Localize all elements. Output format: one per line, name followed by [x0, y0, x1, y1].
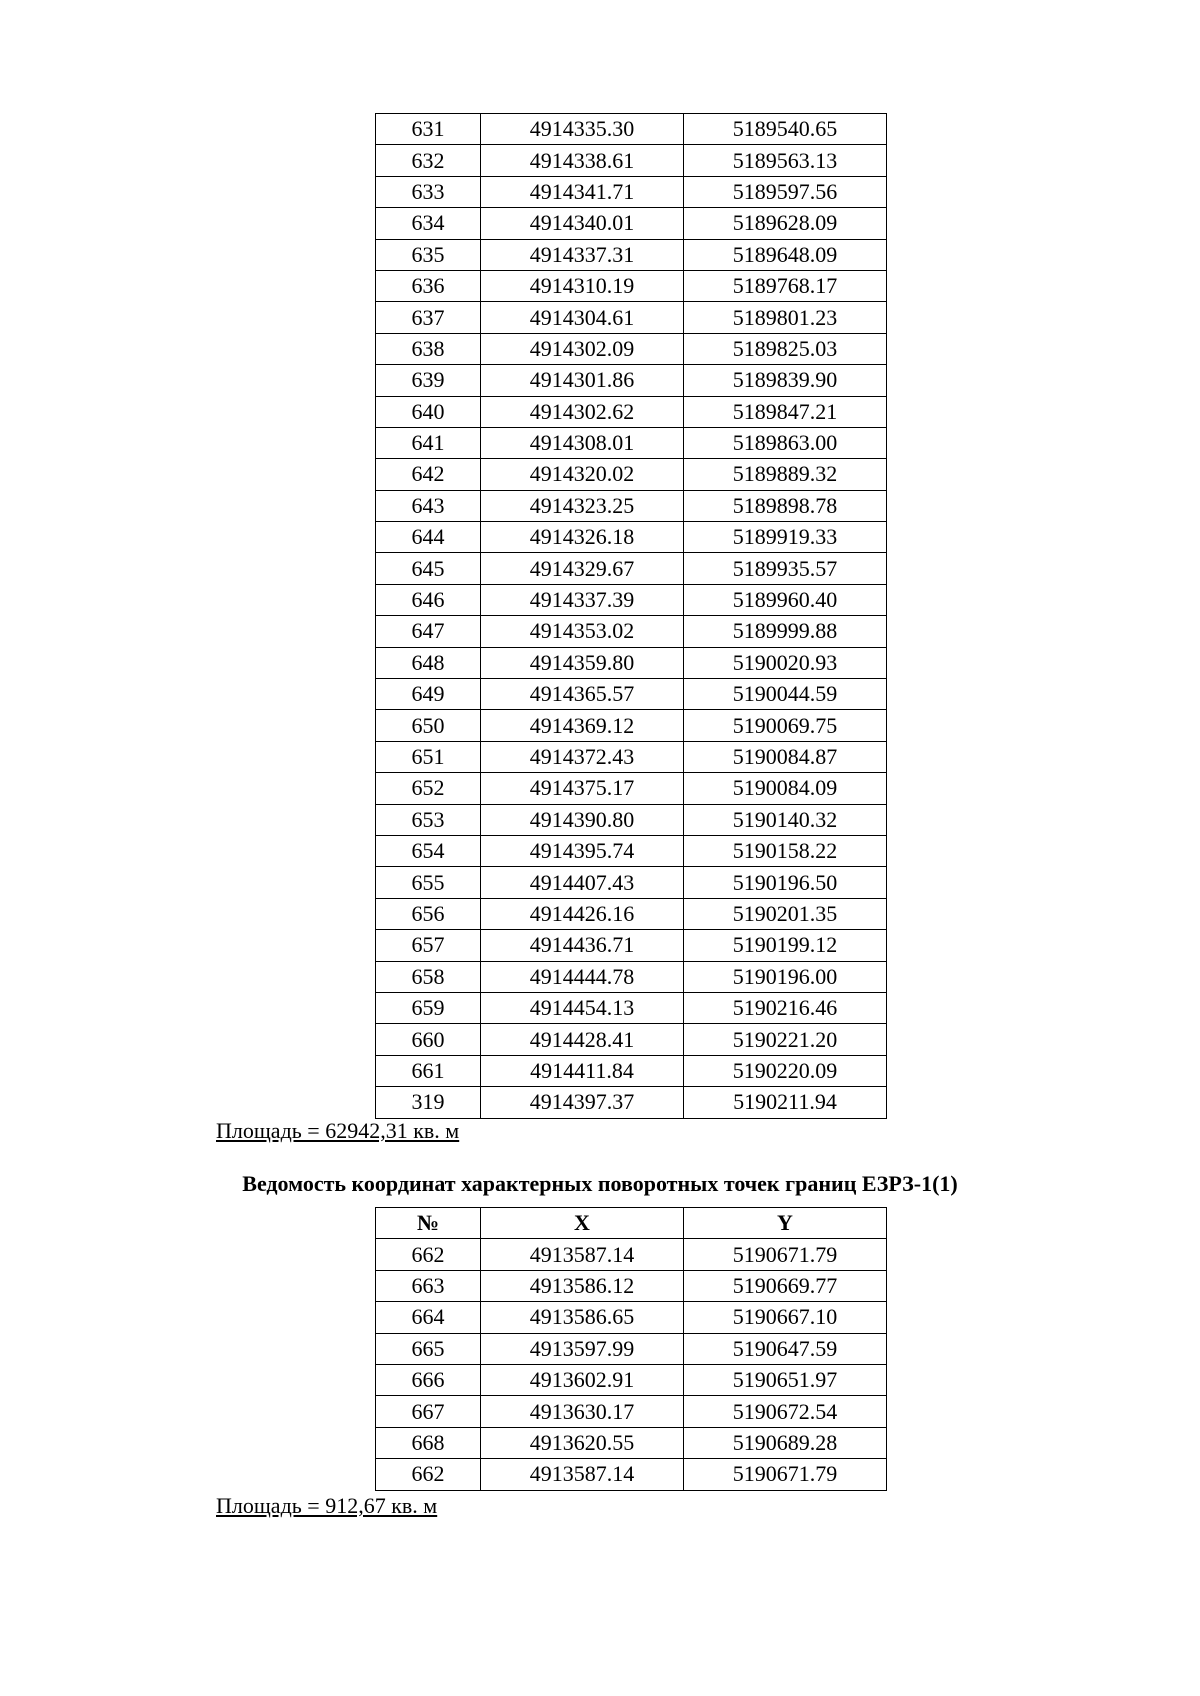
coord-x: 4914359.80: [481, 647, 684, 678]
table-row: [376, 679, 887, 710]
point-number: 640: [376, 396, 481, 427]
point-number: 634: [376, 208, 481, 239]
point-number: 631: [376, 114, 481, 145]
table-row: [376, 992, 887, 1023]
coordinates-table-2: [375, 1207, 887, 1491]
coord-x: 4914320.02: [481, 459, 684, 490]
table-row: [376, 490, 887, 521]
point-number: 641: [376, 427, 481, 458]
coord-y: 5189863.00: [684, 427, 887, 458]
point-number: 643: [376, 490, 481, 521]
coord-x: 4914335.30: [481, 114, 684, 145]
point-number: 636: [376, 270, 481, 301]
coord-y: 5190084.87: [684, 741, 887, 772]
point-number: 657: [376, 930, 481, 961]
point-number: 319: [376, 1087, 481, 1118]
table-row: [376, 584, 887, 615]
table-row: [376, 1396, 887, 1427]
point-number: 647: [376, 616, 481, 647]
point-number: 668: [376, 1427, 481, 1458]
coordinates-table-1: [375, 113, 887, 1119]
table-row: [376, 1239, 887, 1270]
coord-y: 5189597.56: [684, 176, 887, 207]
table-row: [376, 302, 887, 333]
coord-y: 5190671.79: [684, 1239, 887, 1270]
coord-x: 4913597.99: [481, 1333, 684, 1364]
coord-y: 5190020.93: [684, 647, 887, 678]
table-row: [376, 427, 887, 458]
coord-y: 5189847.21: [684, 396, 887, 427]
table-row: [376, 333, 887, 364]
coord-x: 4914372.43: [481, 741, 684, 772]
coord-y: 5189919.33: [684, 522, 887, 553]
point-number: 633: [376, 176, 481, 207]
coord-x: 4914302.09: [481, 333, 684, 364]
table-row: [376, 1270, 887, 1301]
coord-y: 5190201.35: [684, 898, 887, 929]
coord-x: 4913587.14: [481, 1459, 684, 1490]
table-row: [376, 145, 887, 176]
coord-y: 5189889.32: [684, 459, 887, 490]
coord-x: 4914340.01: [481, 208, 684, 239]
table-row: [376, 1459, 887, 1490]
coord-y: 5190671.79: [684, 1459, 887, 1490]
point-number: 656: [376, 898, 481, 929]
point-number: 662: [376, 1239, 481, 1270]
table-row: [376, 1333, 887, 1364]
coord-y: 5190667.10: [684, 1302, 887, 1333]
coord-x: 4914310.19: [481, 270, 684, 301]
coord-y: 5189540.65: [684, 114, 887, 145]
coord-y: 5189825.03: [684, 333, 887, 364]
coord-y: 5190689.28: [684, 1427, 887, 1458]
section-heading: Ведомость координат характерных поворотных точек границ ЕЗРЗ-1(1): [242, 1171, 958, 1196]
table-row: [376, 459, 887, 490]
coord-x: 4914338.61: [481, 145, 684, 176]
point-number: 637: [376, 302, 481, 333]
point-number: 642: [376, 459, 481, 490]
coord-y: 5189628.09: [684, 208, 887, 239]
coord-x: 4914337.31: [481, 239, 684, 270]
point-number: 645: [376, 553, 481, 584]
coord-x: 4914454.13: [481, 992, 684, 1023]
coord-x: 4914428.41: [481, 1024, 684, 1055]
coord-x: 4914369.12: [481, 710, 684, 741]
point-number: 661: [376, 1055, 481, 1086]
table-row: [376, 208, 887, 239]
coord-x: 4913620.55: [481, 1427, 684, 1458]
point-number: 665: [376, 1333, 481, 1364]
coord-y: 5189801.23: [684, 302, 887, 333]
coord-y: 5189960.40: [684, 584, 887, 615]
point-number: 646: [376, 584, 481, 615]
point-number: 648: [376, 647, 481, 678]
table-row: [376, 553, 887, 584]
coord-x: 4914353.02: [481, 616, 684, 647]
coord-x: 4913586.12: [481, 1270, 684, 1301]
coord-y: 5190084.09: [684, 773, 887, 804]
coordinates-table-1-body: [376, 114, 887, 1119]
coord-x: 4914390.80: [481, 804, 684, 835]
coord-y: 5189935.57: [684, 553, 887, 584]
area-total-1: Площадь = 62942,31 кв. м: [216, 1118, 460, 1143]
coord-y: 5190196.50: [684, 867, 887, 898]
coord-x: 4914341.71: [481, 176, 684, 207]
table-row: [376, 804, 887, 835]
point-number: 664: [376, 1302, 481, 1333]
coord-y: 5190196.00: [684, 961, 887, 992]
point-number: 651: [376, 741, 481, 772]
coord-y: 5190651.97: [684, 1364, 887, 1395]
coord-y: 5190211.94: [684, 1087, 887, 1118]
coord-y: 5190069.75: [684, 710, 887, 741]
table-row: [376, 239, 887, 270]
coordinates-table-2-body: [376, 1239, 887, 1490]
point-number: 639: [376, 365, 481, 396]
coord-x: 4914397.37: [481, 1087, 684, 1118]
point-number: 649: [376, 679, 481, 710]
coord-y: 5189999.88: [684, 616, 887, 647]
table-row: [376, 1024, 887, 1055]
point-number: 654: [376, 835, 481, 866]
coord-x: 4914308.01: [481, 427, 684, 458]
point-number: 666: [376, 1364, 481, 1395]
coord-y: 5190158.22: [684, 835, 887, 866]
coord-x: 4914407.43: [481, 867, 684, 898]
area-total-2: Площадь = 912,67 кв. м: [216, 1493, 438, 1518]
point-number: 658: [376, 961, 481, 992]
coord-y: 5189768.17: [684, 270, 887, 301]
coord-y: 5190647.59: [684, 1333, 887, 1364]
coord-y: 5189898.78: [684, 490, 887, 521]
point-number: 659: [376, 992, 481, 1023]
header-y: Y: [684, 1208, 887, 1239]
table-row: [376, 365, 887, 396]
coord-y: 5190044.59: [684, 679, 887, 710]
point-number: 660: [376, 1024, 481, 1055]
coord-x: 4914329.67: [481, 553, 684, 584]
coord-x: 4914426.16: [481, 898, 684, 929]
table-row: [376, 1087, 887, 1118]
coord-y: 5189839.90: [684, 365, 887, 396]
coord-x: 4914395.74: [481, 835, 684, 866]
coord-y: 5189563.13: [684, 145, 887, 176]
coord-y: 5190669.77: [684, 1270, 887, 1301]
coord-x: 4914323.25: [481, 490, 684, 521]
coord-x: 4914326.18: [481, 522, 684, 553]
table-row: [376, 773, 887, 804]
point-number: 667: [376, 1396, 481, 1427]
coord-y: 5190216.46: [684, 992, 887, 1023]
point-number: 635: [376, 239, 481, 270]
table-row: [376, 176, 887, 207]
table-row: [376, 1055, 887, 1086]
coord-x: 4914301.86: [481, 365, 684, 396]
coord-x: 4914436.71: [481, 930, 684, 961]
point-number: 652: [376, 773, 481, 804]
header-x: X: [481, 1208, 684, 1239]
header-number: №: [376, 1208, 481, 1239]
coord-y: 5190199.12: [684, 930, 887, 961]
table-row: [376, 396, 887, 427]
point-number: 662: [376, 1459, 481, 1490]
coord-x: 4914411.84: [481, 1055, 684, 1086]
table-row: [376, 835, 887, 866]
coord-x: 4914444.78: [481, 961, 684, 992]
coord-y: 5189648.09: [684, 239, 887, 270]
coord-x: 4913586.65: [481, 1302, 684, 1333]
coord-x: 4914302.62: [481, 396, 684, 427]
table-header-row: [376, 1208, 887, 1239]
table-row: [376, 898, 887, 929]
coord-x: 4914375.17: [481, 773, 684, 804]
table-row: [376, 522, 887, 553]
coord-y: 5190220.09: [684, 1055, 887, 1086]
coord-x: 4914365.57: [481, 679, 684, 710]
coord-x: 4913587.14: [481, 1239, 684, 1270]
point-number: 663: [376, 1270, 481, 1301]
table-row: [376, 270, 887, 301]
table-row: [376, 961, 887, 992]
coord-y: 5190221.20: [684, 1024, 887, 1055]
coord-x: 4914304.61: [481, 302, 684, 333]
point-number: 638: [376, 333, 481, 364]
table-row: [376, 1427, 887, 1458]
table-row: [376, 647, 887, 678]
point-number: 644: [376, 522, 481, 553]
point-number: 655: [376, 867, 481, 898]
table-row: [376, 1302, 887, 1333]
table-row: [376, 867, 887, 898]
table-row: [376, 741, 887, 772]
coord-x: 4914337.39: [481, 584, 684, 615]
coord-y: 5190140.32: [684, 804, 887, 835]
coord-y: 5190672.54: [684, 1396, 887, 1427]
point-number: 650: [376, 710, 481, 741]
table-row: [376, 114, 887, 145]
table-row: [376, 710, 887, 741]
table-row: [376, 1364, 887, 1395]
table-row: [376, 930, 887, 961]
coord-x: 4913602.91: [481, 1364, 684, 1395]
point-number: 632: [376, 145, 481, 176]
coord-x: 4913630.17: [481, 1396, 684, 1427]
point-number: 653: [376, 804, 481, 835]
table-row: [376, 616, 887, 647]
